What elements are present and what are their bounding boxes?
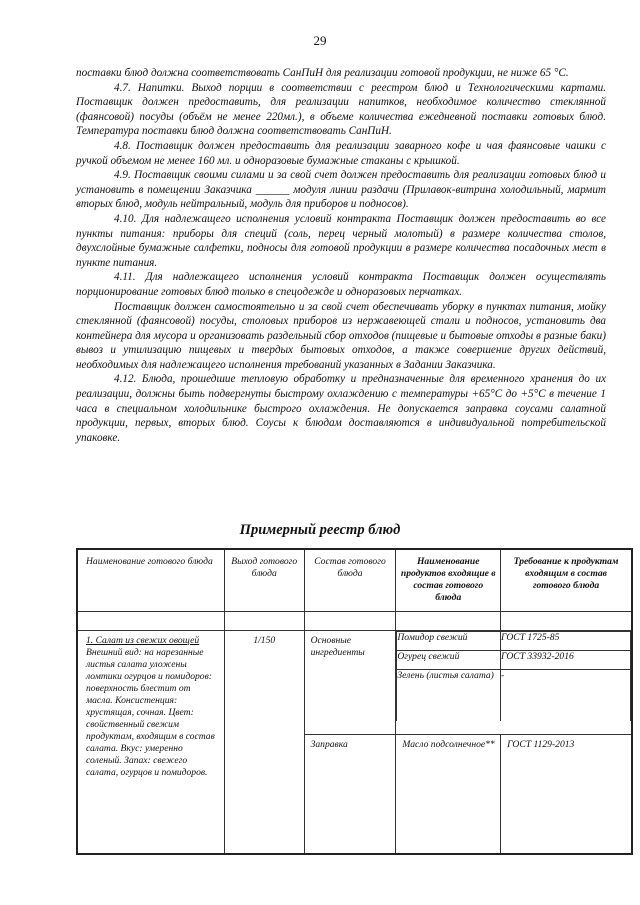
ingredient-row <box>397 631 631 650</box>
ingredient-product: Помидор свежий <box>397 631 501 650</box>
ingredient-table <box>396 631 631 722</box>
ingredient-product: Зелень (листья салата) <box>397 669 501 721</box>
dish-cell <box>77 630 224 854</box>
header-requirements: Требование к продуктам входящим в состав готового блюда <box>501 549 632 611</box>
page-number: 29 <box>313 33 327 48</box>
header-dish-name: Наименование готового блюда <box>77 549 224 611</box>
header-composition: Состав готового блюда <box>304 549 396 611</box>
paragraph-4-9: 4.9. Поставщик своими силами и за свой счет должен предоставить для реализации готовых блюд и установить в помещении Заказчика ______ модуля линии раздачи (Прилавок-витрина холодильный, мармит вторых блюд, модуль нейтральный, модуль для приборов и подносов). <box>76 169 606 211</box>
dish-registry-table <box>76 548 633 855</box>
paragraph-4-7: 4.7. Напитки. Выход порции в соответствии с реестром блюд и Технологическими картами. Поставщик должен предоставить, для реализации напитков, необходимое количество стеклянной (фаянсовой) посуды (объём не менее 220мл.), в объеме количества ежедневной поставки готовых блюд. Температура поставки блюд должна соответствовать СанПиН. <box>76 81 606 138</box>
paragraph-continuation: поставки блюд должна соответствовать СанПиН для реализации готовой продукции, не ниже 65 °С. <box>76 67 569 79</box>
ingredient-product: Масло подсолнечное** <box>396 734 501 854</box>
ingredient-standard: ГОСТ 1725-85 <box>501 631 631 650</box>
group-dressing: Заправка <box>304 734 396 854</box>
ingredient-row <box>397 669 631 721</box>
paragraph-4-12: 4.12. Блюда, прошедшие тепловую обработку и предназначенные для временного хранения до их реализации, должны быть подвергнуты быстрому охлаждению с температуры +65°С до +5°С в течение 1 часа в специальном холодильнике быстрого охлаждения. Не допускается заправка соусами салатной продукции, первых, вторых блюд. Соусы к блюдам доставляются в индивидуальной потребительской упаковке. <box>76 373 606 444</box>
paragraph-4-10: 4.10. Для надлежащего исполнения условий контракта Поставщик должен предоставить во все пункты питания: приборы для специй (соль, перец черный молотый) в размере количества столов, двухслойные бумажные салфетки, подносы для готовой продукции в размере количества посадочных мест в пункте питания. <box>76 212 606 269</box>
dish-yield: 1/150 <box>224 630 304 854</box>
dish-name: 1. Салат из свежих овощей <box>86 634 200 646</box>
table-header-row <box>77 549 632 611</box>
header-products: Наименование продуктов входящие в состав готового блюда <box>396 549 501 611</box>
table-row <box>77 630 632 734</box>
ingredient-product: Огурец свежий <box>397 650 501 669</box>
ingredient-standard: ГОСТ 1129-2013 <box>501 734 632 854</box>
header-yield: Выход готового блюда <box>224 549 304 611</box>
ingredient-standard: - <box>501 669 631 721</box>
ingredient-row <box>397 650 631 669</box>
paragraph-4-11: 4.11. Для надлежащего исполнения условий контракта Поставщик должен осуществлять порционирование готовых блюд только в спецодежде и одноразовых перчатках. <box>76 271 606 298</box>
dish-description: Внешний вид: на нарезанные листья салата уложены ломтики огурцов и помидоров: поверхность блестит от масла. Консистенция: хрустящая, сочная. Цвет: свойственный свежим продуктам, входящим в состав салата. Вкус: умеренно соленый. Запах: свежего салата, огурцов и помидоров. <box>86 646 215 778</box>
paragraph-cleaning: Поставщик должен самостоятельно и за свой счет обеспечивать уборку в пунктах питания, мойку стеклянной (фаянсовой) посуды, столовых приборов из нержавеющей стали и подносов, установить два контейнера для мусора и организовать раздельный сбор отходов (пищевые и бытовые отходы в разные баки) вывоз и утилизацию пищевых и твердых бытовых отходов, а также совершение других действий, необходимых для надлежащего исполнения требований указанных в Задании Заказчика. <box>76 300 606 371</box>
spacer-row <box>77 611 632 630</box>
ingredient-standard: ГОСТ 33932-2016 <box>501 650 631 669</box>
main-ingredients-list <box>396 630 632 734</box>
body-text <box>76 66 606 445</box>
paragraph-4-8: 4.8. Поставщик должен предоставить для реализации заварного кофе и чая фаянсовые чашки с ручкой объемом не менее 160 мл. и одноразовые бумажные стаканы с крышкой. <box>76 139 606 167</box>
group-main-ingredients: Основные ингредиенты <box>304 630 396 734</box>
registry-title: Примерный реестр блюд <box>239 522 401 538</box>
